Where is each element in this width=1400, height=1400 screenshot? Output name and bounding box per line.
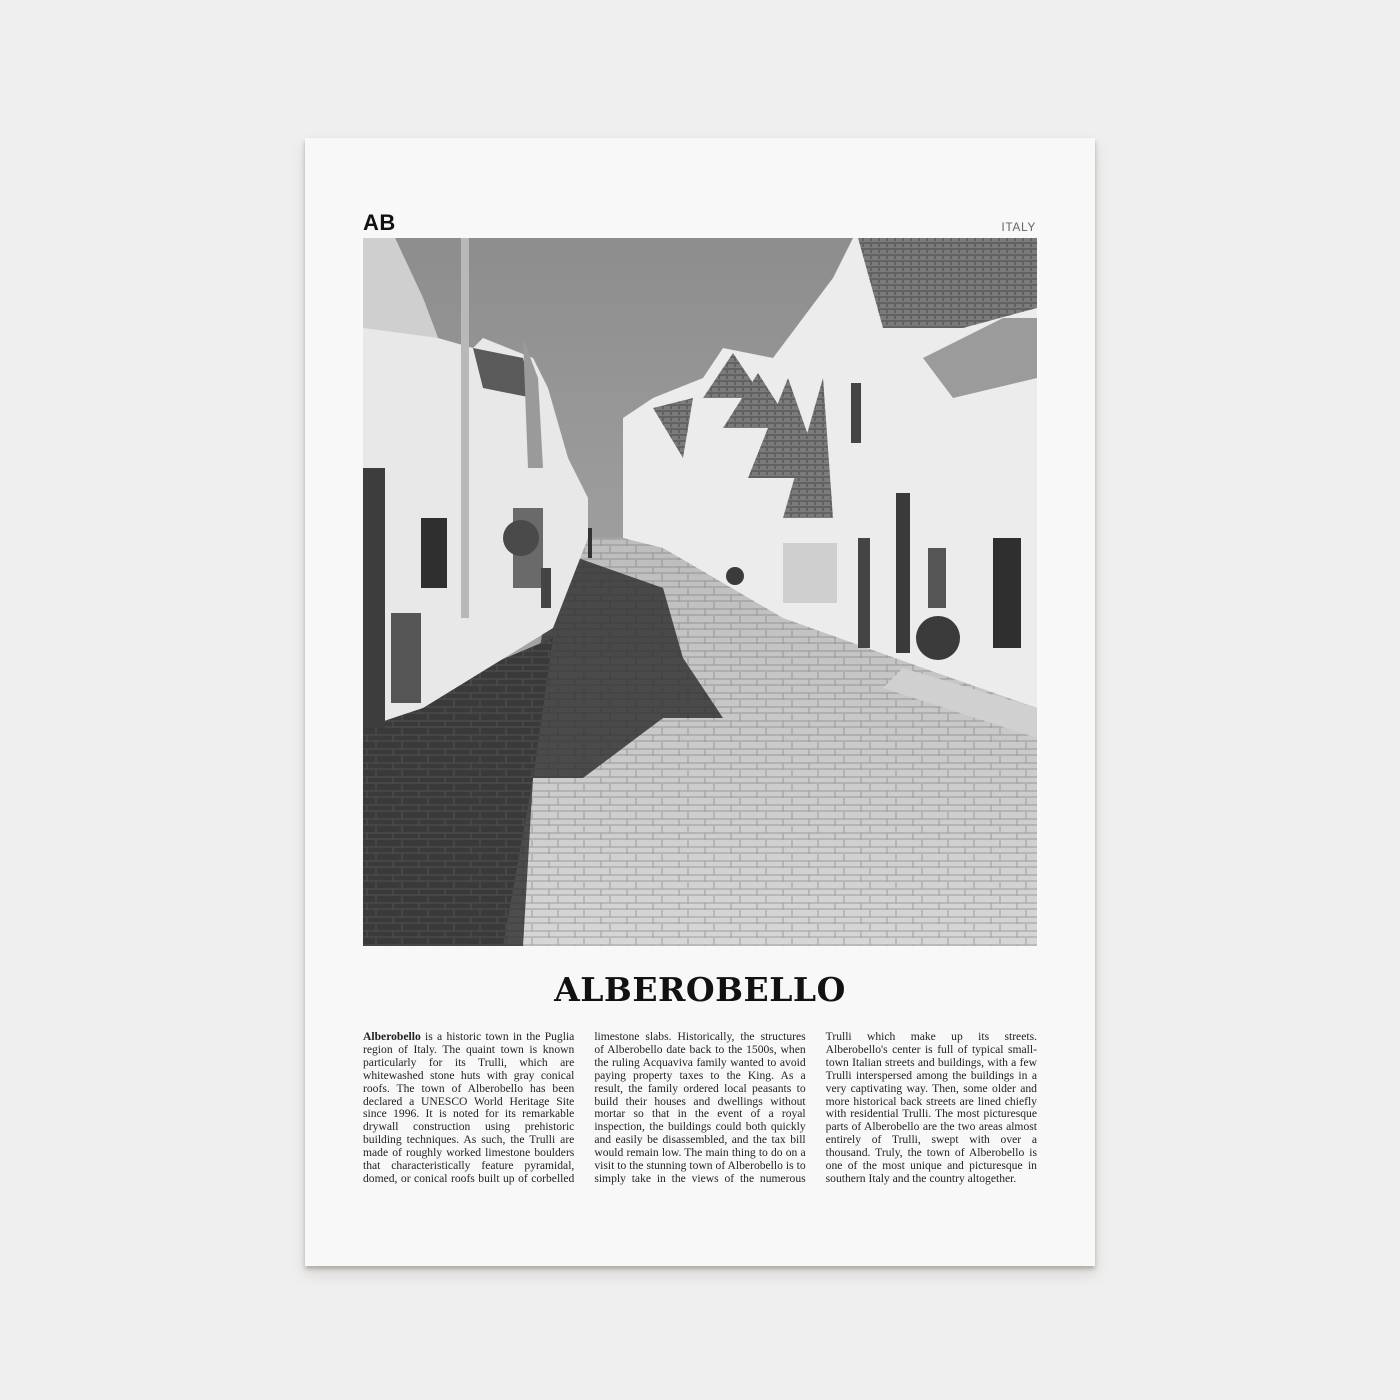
description-text — [363, 1031, 1037, 1199]
city-code: AB — [363, 210, 396, 235]
street-photo-illustration — [363, 238, 1037, 946]
street-photo — [363, 238, 1037, 946]
country-label: ITALY — [1001, 220, 1036, 234]
poster-title: ALBEROBELLO — [554, 970, 846, 1009]
poster — [305, 138, 1095, 1266]
description-body: is a historic town in the Puglia region of Italy. The quaint town is known particularly for its Trulli, which are whitewashed stone huts with gray conical roofs. The town of Alberobello has been declared a UNESCO World Heritage Site since 1996. It is noted for its remarkable drywall construction using prehistoric building techniques. As such, the Trulli are made of roughly worked limestone boulders that characteristically feature pyramidal, domed, or conical roofs built up of corbelled limestone slabs. Historically, the structures of Alberobello date back to the 1500s, when the ruling Acquaviva family wanted to avoid paying property taxes to the King. As a result, the family ordered local peasants to build their houses and dwellings without mortar so that in the event of a royal inspection, the buildings could both quickly and easily be disassembled, and the tax bill would remain low. The main thing to do on a visit to the stunning town of Alberobello is to simply take in the views of the numerous Trulli which make up its streets. Alberobello's center is full of typical small-town Italian streets and buildings, with a few Trulli interspersed among the buildings in a very captivating way. Then, some older and more historical back streets are lined chiefly with residential Trulli. The most picturesque parts of Alberobello are the two areas almost entirely of Trulli, swept with over a thousand. Truly, the town of Alberobello is one of the most unique and picturesque in southern Italy and the country altogether. — [363, 1030, 1037, 1185]
lead-word: Alberobello — [363, 1030, 421, 1043]
